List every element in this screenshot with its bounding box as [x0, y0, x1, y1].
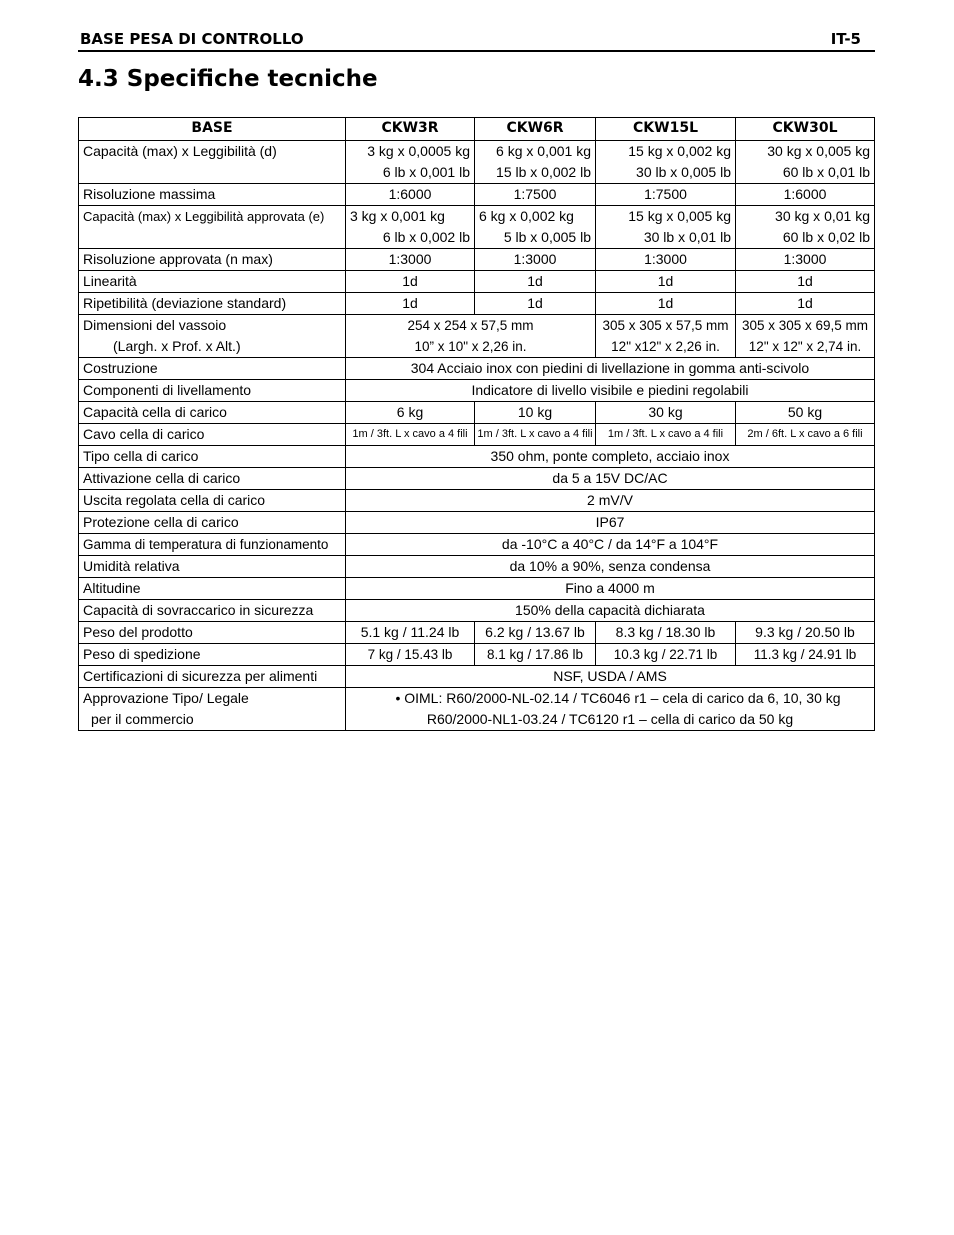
row-label: Capacità cella di carico	[79, 402, 346, 424]
row-label: Risoluzione approvata (n max)	[79, 249, 346, 271]
cell-line: 10” x 10" x 2,26 in.	[414, 339, 527, 354]
section-title: 4.3 Specifiche tecniche	[78, 66, 378, 92]
table-row	[79, 358, 875, 380]
table-cell	[346, 688, 875, 731]
row-label: Umidità relativa	[79, 556, 346, 578]
row-label: Componenti di livellamento	[79, 380, 346, 402]
row-label: Attivazione cella di carico	[79, 468, 346, 490]
row-label	[79, 315, 346, 358]
table-cell: 2 mV/V	[346, 490, 875, 512]
table-row	[79, 622, 875, 644]
cell-line: 12" x12" x 2,26 in.	[611, 339, 720, 354]
row-label-line: Approvazione Tipo/ Legale	[83, 690, 249, 706]
table-row	[79, 402, 875, 424]
table-cell	[736, 206, 875, 249]
table-cell: 1:3000	[346, 249, 475, 271]
table-cell: 1m / 3ft. L x cavo a 4 fili	[346, 424, 475, 446]
row-label: Linearità	[79, 271, 346, 293]
table-row	[79, 468, 875, 490]
cell-line: 254 x 254 x 57,5 mm	[407, 318, 534, 333]
cell-line: 3 kg x 0,001 kg	[350, 208, 445, 224]
column-header: BASE	[79, 118, 346, 141]
table-cell: 50 kg	[736, 402, 875, 424]
table-cell: 304 Acciaio inox con piedini di livellazione in gomma anti-scivolo	[346, 358, 875, 380]
table-row	[79, 271, 875, 293]
table-cell: 8.3 kg / 18.30 lb	[596, 622, 736, 644]
cell-line: 12" x 12" x 2,74 in.	[748, 339, 862, 354]
table-row	[79, 534, 875, 556]
row-label: Protezione cella di carico	[79, 512, 346, 534]
row-label-line: Dimensioni del vassoio	[83, 317, 227, 333]
table-cell: 1d	[346, 293, 475, 315]
cell-line: 305 x 305 x 69,5 mm	[741, 318, 869, 333]
table-cell: da -10°C a 40°C / da 14°F a 104°F	[346, 534, 875, 556]
table-cell: Fino a 4000 m	[346, 578, 875, 600]
table-cell	[596, 206, 736, 249]
cell-line: • OIML: R60/2000-NL-02.14 / TC6046 r1 – cela di carico da 6, 10, 30 kg	[395, 690, 841, 706]
table-cell: 10.3 kg / 22.71 lb	[596, 644, 736, 666]
table-row	[79, 600, 875, 622]
column-header: CKW3R	[346, 118, 475, 141]
page-number: IT-5	[830, 30, 861, 48]
table-cell: da 5 a 15V DC/AC	[346, 468, 875, 490]
cell-line: 15 kg x 0,005 kg	[628, 208, 731, 224]
table-cell: da 10% a 90%, senza condensa	[346, 556, 875, 578]
table-cell: 7 kg / 15.43 lb	[346, 644, 475, 666]
cell-line: 6 lb x 0,002 lb	[382, 229, 470, 245]
table-row	[79, 184, 875, 206]
table-cell	[736, 141, 875, 184]
table-cell	[736, 315, 875, 358]
table-row	[79, 315, 875, 358]
table-cell: 9.3 kg / 20.50 lb	[736, 622, 875, 644]
cell-line: 305 x 305 x 57,5 mm	[602, 318, 729, 333]
cell-line: R60/2000-NL1-03.24 / TC6120 r1 – cella di carico da 50 kg	[426, 711, 794, 727]
table-cell: 6 kg	[346, 402, 475, 424]
table-cell: 1d	[475, 271, 596, 293]
table-cell	[475, 206, 596, 249]
cell-line: 15 lb x 0,002 lb	[496, 164, 591, 180]
spec-table	[78, 117, 875, 731]
cell-line: 30 kg x 0,005 kg	[767, 143, 870, 159]
cell-line: 6 lb x 0,001 lb	[382, 164, 470, 180]
table-row	[79, 644, 875, 666]
table-row	[79, 446, 875, 468]
table-cell: 1:3000	[596, 249, 736, 271]
row-label-line: (Largh. x Prof. x Alt.)	[113, 338, 241, 354]
cell-line: 6 kg x 0,001 kg	[496, 143, 591, 159]
cell-line: 5 lb x 0,005 lb	[503, 229, 591, 245]
row-label: Ripetibilità (deviazione standard)	[79, 293, 346, 315]
table-cell: 1:6000	[346, 184, 475, 206]
table-cell	[346, 206, 475, 249]
cell-line: 60 lb x 0,02 lb	[782, 229, 870, 245]
table-cell: 6.2 kg / 13.67 lb	[475, 622, 596, 644]
column-header: CKW6R	[475, 118, 596, 141]
table-cell: 350 ohm, ponte completo, acciaio inox	[346, 446, 875, 468]
cell-line: 60 lb x 0,01 lb	[782, 164, 870, 180]
table-cell: 1d	[596, 271, 736, 293]
table-cell: 1:6000	[736, 184, 875, 206]
table-cell: IP67	[346, 512, 875, 534]
table-row	[79, 556, 875, 578]
row-label: Tipo cella di carico	[79, 446, 346, 468]
row-label-line: per il commercio	[91, 711, 194, 727]
table-row	[79, 490, 875, 512]
table-cell	[475, 141, 596, 184]
cell-line: 30 kg x 0,01 kg	[775, 208, 870, 224]
row-label: Risoluzione massima	[79, 184, 346, 206]
row-label: Peso di spedizione	[79, 644, 346, 666]
table-cell: 150% della capacità dichiarata	[346, 600, 875, 622]
table-cell: NSF, USDA / AMS	[346, 666, 875, 688]
table-cell: 1m / 3ft. L x cavo a 4 fili	[596, 424, 736, 446]
row-label: Costruzione	[79, 358, 346, 380]
row-label	[79, 688, 346, 731]
row-label: Certificazioni di sicurezza per alimenti	[79, 666, 346, 688]
row-label: Capacità di sovraccarico in sicurezza	[79, 600, 346, 622]
table-row	[79, 293, 875, 315]
row-label: Peso del prodotto	[79, 622, 346, 644]
page-header	[78, 28, 875, 52]
table-row	[79, 249, 875, 271]
table-cell: 10 kg	[475, 402, 596, 424]
table-cell: 30 kg	[596, 402, 736, 424]
table-cell: 5.1 kg / 11.24 lb	[346, 622, 475, 644]
cell-line: 30 lb x 0,005 lb	[636, 164, 731, 180]
cell-line: 30 lb x 0,01 lb	[643, 229, 731, 245]
table-cell: 1d	[736, 293, 875, 315]
row-label: Altitudine	[79, 578, 346, 600]
table-cell: 11.3 kg / 24.91 lb	[736, 644, 875, 666]
table-row	[79, 578, 875, 600]
table-cell: 8.1 kg / 17.86 lb	[475, 644, 596, 666]
table-cell: 2m / 6ft. L x cavo a 6 fili	[736, 424, 875, 446]
cell-line: 6 kg x 0,002 kg	[479, 208, 574, 224]
table-cell: 1m / 3ft. L x cavo a 4 fili	[475, 424, 596, 446]
cell-line: 15 kg x 0,002 kg	[628, 143, 731, 159]
row-label: Gamma di temperatura di funzionamento	[79, 534, 346, 556]
row-label: Cavo cella di carico	[79, 424, 346, 446]
table-cell: 1d	[346, 271, 475, 293]
table-row	[79, 688, 875, 731]
table-cell	[346, 315, 596, 358]
table-cell: Indicatore di livello visibile e piedini regolabili	[346, 380, 875, 402]
table-cell: 1d	[736, 271, 875, 293]
table-cell: 1:3000	[736, 249, 875, 271]
table-row	[79, 380, 875, 402]
cell-line: 3 kg x 0,0005 kg	[367, 143, 470, 159]
table-cell	[346, 141, 475, 184]
header-title: BASE PESA DI CONTROLLO	[80, 30, 304, 48]
row-label: Uscita regolata cella di carico	[79, 490, 346, 512]
table-row	[79, 512, 875, 534]
table-cell	[596, 141, 736, 184]
table-header-row	[79, 118, 875, 141]
table-row	[79, 141, 875, 184]
table-row	[79, 424, 875, 446]
table-row	[79, 206, 875, 249]
column-header: CKW15L	[596, 118, 736, 141]
table-cell: 1:7500	[475, 184, 596, 206]
table-cell	[596, 315, 736, 358]
table-cell: 1:7500	[596, 184, 736, 206]
table-row	[79, 666, 875, 688]
row-label: Capacità (max) x Leggibilità (d)	[79, 141, 346, 184]
column-header: CKW30L	[736, 118, 875, 141]
table-cell: 1d	[475, 293, 596, 315]
table-cell: 1:3000	[475, 249, 596, 271]
row-label: Capacità (max) x Leggibilità approvata (e)	[79, 206, 346, 249]
table-cell: 1d	[596, 293, 736, 315]
